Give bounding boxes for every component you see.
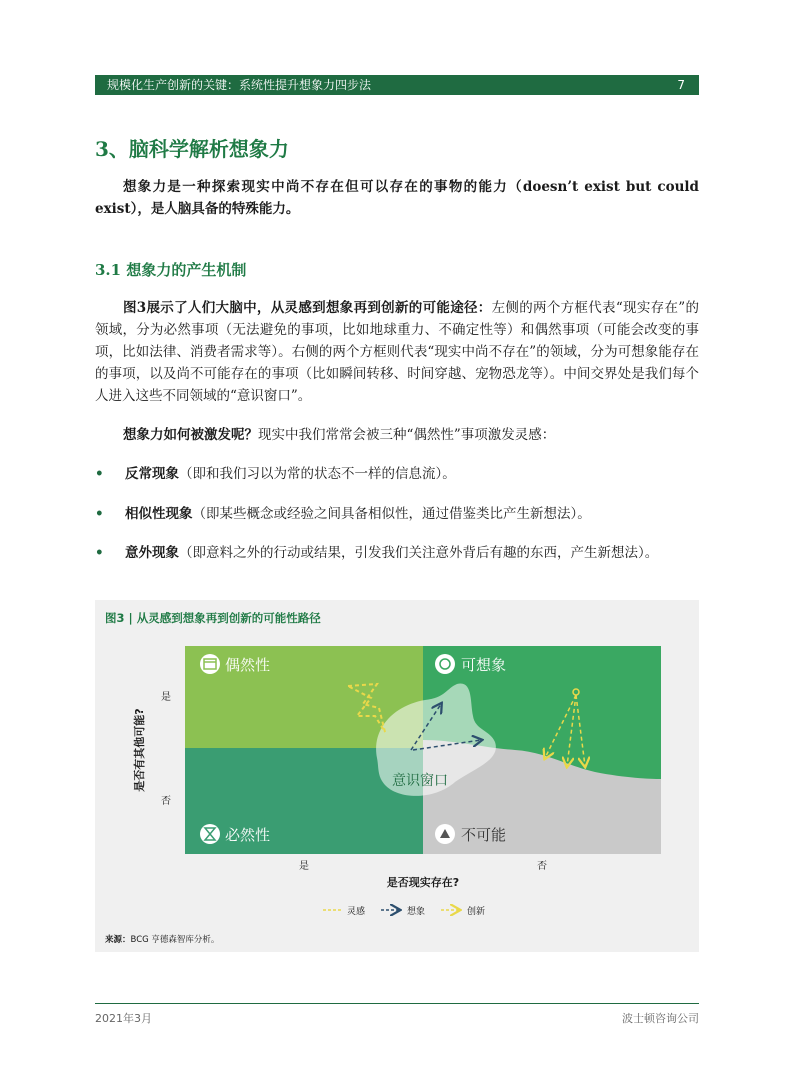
brain-icon	[435, 654, 455, 674]
figure-source-body: BCG 亨德森智库分析。	[130, 935, 220, 945]
header-title: 规模化生产创新的关键：系统性提升想象力四步法	[107, 78, 372, 92]
footer-divider	[95, 1003, 699, 1004]
bullet-body: （即意料之外的行动或结果，引发我们关注意外背后有趣的东西，产生新想法）。	[179, 545, 659, 561]
footer-date: 2021年3月	[95, 1012, 152, 1025]
section-intro: 想象力是一种探索现实中尚不存在但可以存在的事物的能力（doesn’t exist but could exist），是人脑具备的特殊能力。	[95, 179, 699, 217]
bullet-lead: 意外现象	[125, 545, 179, 561]
x-yes-label: 是	[299, 861, 309, 872]
page-number: 7	[677, 78, 685, 92]
figure-source-lead: 来源：	[105, 935, 131, 945]
quadrant-label-contingent: 偶然性	[225, 656, 271, 674]
paragraph-2-body: 现实中我们常常会被三种“偶然性”事项激发灵感：	[258, 427, 556, 443]
bullet-lead: 相似性现象	[125, 506, 193, 522]
figure-diagram	[95, 600, 699, 952]
hourglass-icon	[200, 824, 220, 844]
impossible-icon	[435, 824, 455, 844]
center-label: 意识窗口	[392, 773, 448, 789]
y-axis-label: 是否有其他可能?	[133, 708, 146, 792]
bullet-body: （即某些概念或经验之间具备相似性，通过借鉴类比产生新想法）。	[192, 506, 591, 522]
bullet-dot-icon: •	[95, 545, 104, 561]
bullet-dot-icon: •	[95, 466, 104, 482]
header-bar	[95, 75, 699, 95]
paragraph-1-body: 左侧的两个方框代表“现实存在”的领域，分为必然事项（无法避免的事项，比如地球重力、不确定性等）和偶然事项（可能会改变的事项，比如法律、消费者需求等）。右侧的两个方框则代表“现实中尚不存在”的领域，分为可想象能存在的事项，以及尚不可能存在的事项（比如瞬间转移、时间穿越、宠物恐龙等）。中间交界处是我们每个人进入这些不同领域的“意识窗口”。	[95, 300, 699, 404]
bullet-dot-icon: •	[95, 506, 104, 522]
legend-label-imagination: 想象	[407, 907, 426, 917]
legend-label-inspiration: 灵感	[347, 907, 366, 917]
figure-3	[95, 600, 699, 952]
quadrant-label-impossible: 不可能	[461, 826, 507, 844]
calendar-icon	[200, 654, 220, 674]
paragraph-1-lead: 图3展示了人们大脑中，从灵感到想象再到创新的可能途径：	[123, 300, 492, 316]
x-axis-label: 是否现实存在?	[386, 876, 460, 889]
footer-company: 波士顿咨询公司	[622, 1012, 699, 1025]
bullet-lead: 反常现象	[125, 466, 179, 482]
subsection-heading: 3.1 想象力的产生机制	[95, 261, 247, 279]
legend-label-innovation: 创新	[467, 907, 486, 917]
x-no-label: 否	[537, 861, 547, 872]
paragraph-1	[95, 297, 699, 407]
figure-title: 图3 | 从灵感到想象再到创新的可能性路径	[105, 611, 321, 625]
paragraph-2-lead: 想象力如何被激发呢？	[123, 427, 258, 443]
quadrant-label-necessary: 必然性	[225, 826, 271, 844]
section-heading: 3、脑科学解析想象力	[95, 137, 289, 161]
paragraph-2	[95, 424, 699, 446]
y-yes-label: 是	[161, 692, 171, 703]
bullet-body: （即和我们习以为常的状态不一样的信息流）。	[179, 466, 456, 482]
quadrant-label-imaginable: 可想象	[461, 656, 507, 674]
y-no-label: 否	[161, 796, 171, 807]
legend	[323, 905, 485, 917]
figure-source	[105, 933, 219, 945]
